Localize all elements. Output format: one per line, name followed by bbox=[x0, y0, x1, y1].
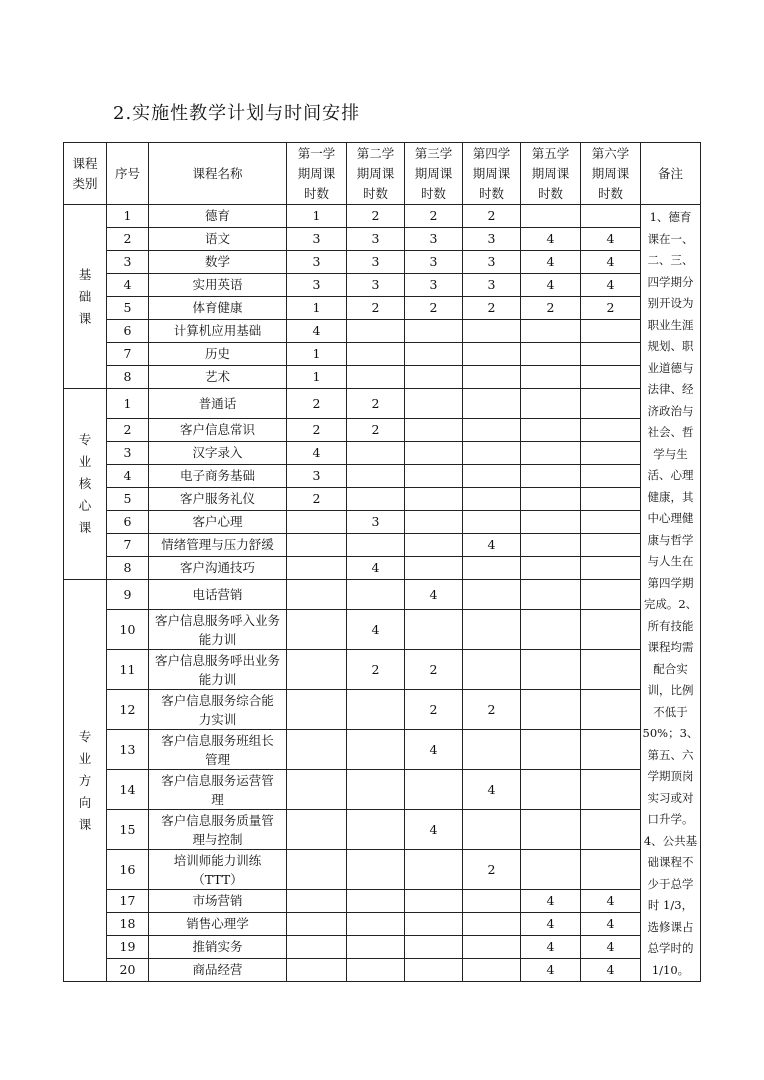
header-seq: 序号 bbox=[107, 143, 149, 205]
table-row bbox=[64, 730, 701, 770]
header-course-name: 课程名称 bbox=[149, 143, 287, 205]
seq-cell: 7 bbox=[107, 534, 149, 557]
course-name-cell: 客户信息服务班组长 管理 bbox=[149, 730, 287, 770]
hours-sem-2: 3 bbox=[347, 274, 405, 297]
hours-sem-2: 2 bbox=[347, 205, 405, 228]
hours-sem-2 bbox=[347, 343, 405, 366]
table-row bbox=[64, 610, 701, 650]
note-cell: 1、德育 课在一、 二、三、 四学期分 别开设为 职业生涯 规划、职 业道德与 法律、经 济政治与 社会、哲 学与生 活、心理 健康，其 中心理健 康与哲学 与人生在 第四学期 完成。2、 所有技能 课程均需 配合实 训，比例 不低于 50%；3、 第五、六 学期顶岗 实习或对 口升学。 4、公共基 础课程不 少于总学 时 1/3， 选修课占 总学时的 1/10。 bbox=[641, 205, 701, 982]
hours-sem-5: 4 bbox=[521, 936, 581, 959]
hours-sem-2: 2 bbox=[347, 297, 405, 320]
seq-cell: 10 bbox=[107, 610, 149, 650]
hours-sem-1 bbox=[287, 730, 347, 770]
hours-sem-2 bbox=[347, 850, 405, 890]
course-name-cell: 客户信息服务综合能 力实训 bbox=[149, 690, 287, 730]
course-name-cell: 市场营销 bbox=[149, 890, 287, 913]
hours-sem-3: 3 bbox=[405, 228, 463, 251]
hours-sem-5 bbox=[521, 488, 581, 511]
course-name-cell: 汉字录入 bbox=[149, 442, 287, 465]
hours-sem-5 bbox=[521, 442, 581, 465]
hours-sem-2: 4 bbox=[347, 610, 405, 650]
hours-sem-2 bbox=[347, 890, 405, 913]
hours-sem-1 bbox=[287, 913, 347, 936]
hours-sem-5 bbox=[521, 534, 581, 557]
seq-cell: 19 bbox=[107, 936, 149, 959]
hours-sem-2 bbox=[347, 959, 405, 982]
course-name-cell: 体育健康 bbox=[149, 297, 287, 320]
hours-sem-2: 3 bbox=[347, 251, 405, 274]
seq-cell: 6 bbox=[107, 511, 149, 534]
hours-sem-5 bbox=[521, 850, 581, 890]
course-name-cell: 实用英语 bbox=[149, 274, 287, 297]
header-sem-5: 第五学 期周课 时数 bbox=[521, 143, 581, 205]
course-name-cell: 历史 bbox=[149, 343, 287, 366]
seq-cell: 8 bbox=[107, 557, 149, 580]
hours-sem-1 bbox=[287, 770, 347, 810]
hours-sem-4 bbox=[463, 343, 521, 366]
hours-sem-1 bbox=[287, 936, 347, 959]
hours-sem-4: 4 bbox=[463, 770, 521, 810]
hours-sem-5: 4 bbox=[521, 228, 581, 251]
seq-cell: 1 bbox=[107, 389, 149, 419]
hours-sem-3 bbox=[405, 389, 463, 419]
seq-cell: 7 bbox=[107, 343, 149, 366]
seq-cell: 14 bbox=[107, 770, 149, 810]
hours-sem-4: 2 bbox=[463, 205, 521, 228]
seq-cell: 8 bbox=[107, 366, 149, 389]
table-row bbox=[64, 488, 701, 511]
hours-sem-6 bbox=[581, 511, 641, 534]
hours-sem-3 bbox=[405, 936, 463, 959]
seq-cell: 12 bbox=[107, 690, 149, 730]
hours-sem-5: 4 bbox=[521, 274, 581, 297]
hours-sem-6: 4 bbox=[581, 913, 641, 936]
hours-sem-6 bbox=[581, 320, 641, 343]
table-row bbox=[64, 366, 701, 389]
course-name-cell: 客户心理 bbox=[149, 511, 287, 534]
hours-sem-1: 4 bbox=[287, 320, 347, 343]
hours-sem-1 bbox=[287, 690, 347, 730]
hours-sem-6: 4 bbox=[581, 228, 641, 251]
table-row bbox=[64, 389, 701, 419]
seq-cell: 4 bbox=[107, 465, 149, 488]
hours-sem-5 bbox=[521, 419, 581, 442]
table-row bbox=[64, 534, 701, 557]
hours-sem-6 bbox=[581, 389, 641, 419]
seq-cell: 9 bbox=[107, 580, 149, 610]
course-name-cell: 普通话 bbox=[149, 389, 287, 419]
hours-sem-4 bbox=[463, 465, 521, 488]
hours-sem-1: 1 bbox=[287, 205, 347, 228]
hours-sem-4 bbox=[463, 913, 521, 936]
table-row bbox=[64, 511, 701, 534]
hours-sem-2 bbox=[347, 465, 405, 488]
seq-cell: 5 bbox=[107, 297, 149, 320]
hours-sem-6 bbox=[581, 419, 641, 442]
course-name-cell: 电话营销 bbox=[149, 580, 287, 610]
course-name-cell: 客户信息服务质量管 理与控制 bbox=[149, 810, 287, 850]
hours-sem-1: 3 bbox=[287, 274, 347, 297]
hours-sem-6 bbox=[581, 580, 641, 610]
hours-sem-3: 4 bbox=[405, 730, 463, 770]
hours-sem-3 bbox=[405, 366, 463, 389]
table-row bbox=[64, 557, 701, 580]
hours-sem-3: 2 bbox=[405, 205, 463, 228]
hours-sem-6 bbox=[581, 534, 641, 557]
hours-sem-5: 4 bbox=[521, 890, 581, 913]
hours-sem-3 bbox=[405, 419, 463, 442]
hours-sem-3 bbox=[405, 343, 463, 366]
header-note: 备注 bbox=[641, 143, 701, 205]
hours-sem-5 bbox=[521, 690, 581, 730]
seq-cell: 5 bbox=[107, 488, 149, 511]
hours-sem-3: 4 bbox=[405, 810, 463, 850]
hours-sem-5 bbox=[521, 320, 581, 343]
hours-sem-6: 4 bbox=[581, 274, 641, 297]
hours-sem-3 bbox=[405, 890, 463, 913]
hours-sem-5: 4 bbox=[521, 913, 581, 936]
seq-cell: 16 bbox=[107, 850, 149, 890]
course-name-cell: 销售心理学 bbox=[149, 913, 287, 936]
hours-sem-6 bbox=[581, 610, 641, 650]
hours-sem-6 bbox=[581, 205, 641, 228]
hours-sem-1: 3 bbox=[287, 228, 347, 251]
hours-sem-2 bbox=[347, 488, 405, 511]
hours-sem-4: 3 bbox=[463, 228, 521, 251]
course-name-cell: 数学 bbox=[149, 251, 287, 274]
hours-sem-2 bbox=[347, 810, 405, 850]
category-cell: 专 业 核 心 课 bbox=[64, 389, 107, 580]
hours-sem-3 bbox=[405, 913, 463, 936]
hours-sem-6 bbox=[581, 850, 641, 890]
hours-sem-1: 2 bbox=[287, 389, 347, 419]
hours-sem-3 bbox=[405, 320, 463, 343]
hours-sem-2: 2 bbox=[347, 389, 405, 419]
hours-sem-6 bbox=[581, 442, 641, 465]
header-category: 课程 类别 bbox=[64, 143, 107, 205]
seq-cell: 2 bbox=[107, 419, 149, 442]
hours-sem-4 bbox=[463, 810, 521, 850]
hours-sem-1: 2 bbox=[287, 488, 347, 511]
hours-sem-2 bbox=[347, 913, 405, 936]
seq-cell: 18 bbox=[107, 913, 149, 936]
seq-cell: 3 bbox=[107, 251, 149, 274]
hours-sem-1 bbox=[287, 610, 347, 650]
hours-sem-3 bbox=[405, 850, 463, 890]
hours-sem-3 bbox=[405, 488, 463, 511]
table-row bbox=[64, 343, 701, 366]
table-row bbox=[64, 810, 701, 850]
hours-sem-6: 4 bbox=[581, 959, 641, 982]
course-name-cell: 商品经营 bbox=[149, 959, 287, 982]
header-sem-4: 第四学 期周课 时数 bbox=[463, 143, 521, 205]
hours-sem-1 bbox=[287, 580, 347, 610]
hours-sem-5 bbox=[521, 730, 581, 770]
table-row bbox=[64, 228, 701, 251]
seq-cell: 1 bbox=[107, 205, 149, 228]
hours-sem-4 bbox=[463, 488, 521, 511]
hours-sem-5 bbox=[521, 770, 581, 810]
hours-sem-2 bbox=[347, 320, 405, 343]
hours-sem-6 bbox=[581, 690, 641, 730]
category-cell: 基 础 课 bbox=[64, 205, 107, 389]
hours-sem-5: 2 bbox=[521, 297, 581, 320]
hours-sem-5 bbox=[521, 389, 581, 419]
hours-sem-5 bbox=[521, 465, 581, 488]
table-row bbox=[64, 251, 701, 274]
hours-sem-4 bbox=[463, 730, 521, 770]
hours-sem-4 bbox=[463, 442, 521, 465]
hours-sem-2 bbox=[347, 534, 405, 557]
hours-sem-1: 4 bbox=[287, 442, 347, 465]
table-row bbox=[64, 320, 701, 343]
header-row bbox=[64, 143, 701, 205]
header-sem-2: 第二学 期周课 时数 bbox=[347, 143, 405, 205]
hours-sem-4: 2 bbox=[463, 690, 521, 730]
hours-sem-2 bbox=[347, 770, 405, 810]
course-name-cell: 客户信息服务呼出业务 能力训 bbox=[149, 650, 287, 690]
seq-cell: 13 bbox=[107, 730, 149, 770]
hours-sem-5 bbox=[521, 650, 581, 690]
course-name-cell: 语文 bbox=[149, 228, 287, 251]
hours-sem-1: 3 bbox=[287, 251, 347, 274]
teaching-plan-table bbox=[63, 142, 701, 982]
table-row bbox=[64, 690, 701, 730]
hours-sem-1: 1 bbox=[287, 366, 347, 389]
course-name-cell: 德育 bbox=[149, 205, 287, 228]
hours-sem-1 bbox=[287, 890, 347, 913]
table-row bbox=[64, 959, 701, 982]
hours-sem-4: 3 bbox=[463, 274, 521, 297]
hours-sem-1 bbox=[287, 534, 347, 557]
hours-sem-3 bbox=[405, 534, 463, 557]
hours-sem-3: 3 bbox=[405, 274, 463, 297]
hours-sem-4 bbox=[463, 959, 521, 982]
hours-sem-2 bbox=[347, 730, 405, 770]
category-cell: 专 业 方 向 课 bbox=[64, 580, 107, 982]
seq-cell: 17 bbox=[107, 890, 149, 913]
seq-cell: 4 bbox=[107, 274, 149, 297]
hours-sem-3 bbox=[405, 770, 463, 810]
hours-sem-5 bbox=[521, 205, 581, 228]
hours-sem-6 bbox=[581, 730, 641, 770]
hours-sem-4 bbox=[463, 366, 521, 389]
hours-sem-4: 4 bbox=[463, 534, 521, 557]
hours-sem-4 bbox=[463, 389, 521, 419]
hours-sem-3 bbox=[405, 557, 463, 580]
table-row bbox=[64, 274, 701, 297]
table-row bbox=[64, 936, 701, 959]
hours-sem-4: 3 bbox=[463, 251, 521, 274]
hours-sem-3 bbox=[405, 465, 463, 488]
hours-sem-6: 2 bbox=[581, 297, 641, 320]
hours-sem-3: 3 bbox=[405, 251, 463, 274]
hours-sem-6 bbox=[581, 343, 641, 366]
hours-sem-2 bbox=[347, 366, 405, 389]
hours-sem-5 bbox=[521, 511, 581, 534]
hours-sem-5 bbox=[521, 557, 581, 580]
hours-sem-1: 1 bbox=[287, 343, 347, 366]
hours-sem-2 bbox=[347, 442, 405, 465]
course-name-cell: 艺术 bbox=[149, 366, 287, 389]
hours-sem-6 bbox=[581, 650, 641, 690]
seq-cell: 11 bbox=[107, 650, 149, 690]
hours-sem-4 bbox=[463, 650, 521, 690]
section-title: 2.实施性教学计划与时间安排 bbox=[113, 103, 361, 124]
hours-sem-1 bbox=[287, 557, 347, 580]
hours-sem-4 bbox=[463, 610, 521, 650]
course-name-cell: 客户服务礼仪 bbox=[149, 488, 287, 511]
hours-sem-2: 2 bbox=[347, 419, 405, 442]
hours-sem-6 bbox=[581, 366, 641, 389]
hours-sem-5 bbox=[521, 810, 581, 850]
hours-sem-3 bbox=[405, 442, 463, 465]
hours-sem-2 bbox=[347, 936, 405, 959]
header-sem-3: 第三学 期周课 时数 bbox=[405, 143, 463, 205]
course-name-cell: 推销实务 bbox=[149, 936, 287, 959]
hours-sem-3 bbox=[405, 511, 463, 534]
hours-sem-5 bbox=[521, 610, 581, 650]
hours-sem-1: 2 bbox=[287, 419, 347, 442]
hours-sem-1: 3 bbox=[287, 465, 347, 488]
course-name-cell: 客户信息常识 bbox=[149, 419, 287, 442]
hours-sem-1 bbox=[287, 810, 347, 850]
course-name-cell: 计算机应用基础 bbox=[149, 320, 287, 343]
seq-cell: 2 bbox=[107, 228, 149, 251]
hours-sem-1 bbox=[287, 959, 347, 982]
course-name-cell: 情绪管理与压力舒缓 bbox=[149, 534, 287, 557]
hours-sem-5 bbox=[521, 580, 581, 610]
table-row bbox=[64, 850, 701, 890]
hours-sem-6 bbox=[581, 770, 641, 810]
hours-sem-3: 2 bbox=[405, 297, 463, 320]
seq-cell: 3 bbox=[107, 442, 149, 465]
hours-sem-6: 4 bbox=[581, 890, 641, 913]
table-row bbox=[64, 913, 701, 936]
hours-sem-3 bbox=[405, 610, 463, 650]
hours-sem-6 bbox=[581, 810, 641, 850]
hours-sem-3: 4 bbox=[405, 580, 463, 610]
hours-sem-2: 2 bbox=[347, 650, 405, 690]
seq-cell: 6 bbox=[107, 320, 149, 343]
hours-sem-2 bbox=[347, 690, 405, 730]
header-sem-1: 第一学 期周课 时数 bbox=[287, 143, 347, 205]
hours-sem-6: 4 bbox=[581, 251, 641, 274]
hours-sem-4 bbox=[463, 511, 521, 534]
hours-sem-3: 2 bbox=[405, 690, 463, 730]
hours-sem-4: 2 bbox=[463, 850, 521, 890]
hours-sem-4 bbox=[463, 890, 521, 913]
hours-sem-4 bbox=[463, 419, 521, 442]
hours-sem-4 bbox=[463, 557, 521, 580]
hours-sem-2: 3 bbox=[347, 511, 405, 534]
hours-sem-5 bbox=[521, 343, 581, 366]
hours-sem-3 bbox=[405, 959, 463, 982]
table-row bbox=[64, 442, 701, 465]
course-name-cell: 客户沟通技巧 bbox=[149, 557, 287, 580]
hours-sem-5 bbox=[521, 366, 581, 389]
course-name-cell: 客户信息服务运营管 理 bbox=[149, 770, 287, 810]
course-name-cell: 电子商务基础 bbox=[149, 465, 287, 488]
hours-sem-4: 2 bbox=[463, 297, 521, 320]
course-name-cell: 培训师能力训练 （TTT） bbox=[149, 850, 287, 890]
seq-cell: 15 bbox=[107, 810, 149, 850]
table-row bbox=[64, 890, 701, 913]
hours-sem-5: 4 bbox=[521, 251, 581, 274]
hours-sem-5: 4 bbox=[521, 959, 581, 982]
table-row bbox=[64, 580, 701, 610]
hours-sem-1 bbox=[287, 511, 347, 534]
table-row bbox=[64, 297, 701, 320]
hours-sem-4 bbox=[463, 936, 521, 959]
hours-sem-2: 4 bbox=[347, 557, 405, 580]
hours-sem-1: 1 bbox=[287, 297, 347, 320]
course-name-cell: 客户信息服务呼入业务 能力训 bbox=[149, 610, 287, 650]
hours-sem-6 bbox=[581, 465, 641, 488]
header-sem-6: 第六学 期周课 时数 bbox=[581, 143, 641, 205]
hours-sem-3: 2 bbox=[405, 650, 463, 690]
hours-sem-2 bbox=[347, 580, 405, 610]
hours-sem-4 bbox=[463, 320, 521, 343]
table-row bbox=[64, 205, 701, 228]
hours-sem-6 bbox=[581, 488, 641, 511]
hours-sem-4 bbox=[463, 580, 521, 610]
hours-sem-6 bbox=[581, 557, 641, 580]
hours-sem-1 bbox=[287, 850, 347, 890]
table-row bbox=[64, 465, 701, 488]
seq-cell: 20 bbox=[107, 959, 149, 982]
hours-sem-2: 3 bbox=[347, 228, 405, 251]
hours-sem-6: 4 bbox=[581, 936, 641, 959]
hours-sem-1 bbox=[287, 650, 347, 690]
table-row bbox=[64, 650, 701, 690]
table-row bbox=[64, 419, 701, 442]
table-row bbox=[64, 770, 701, 810]
